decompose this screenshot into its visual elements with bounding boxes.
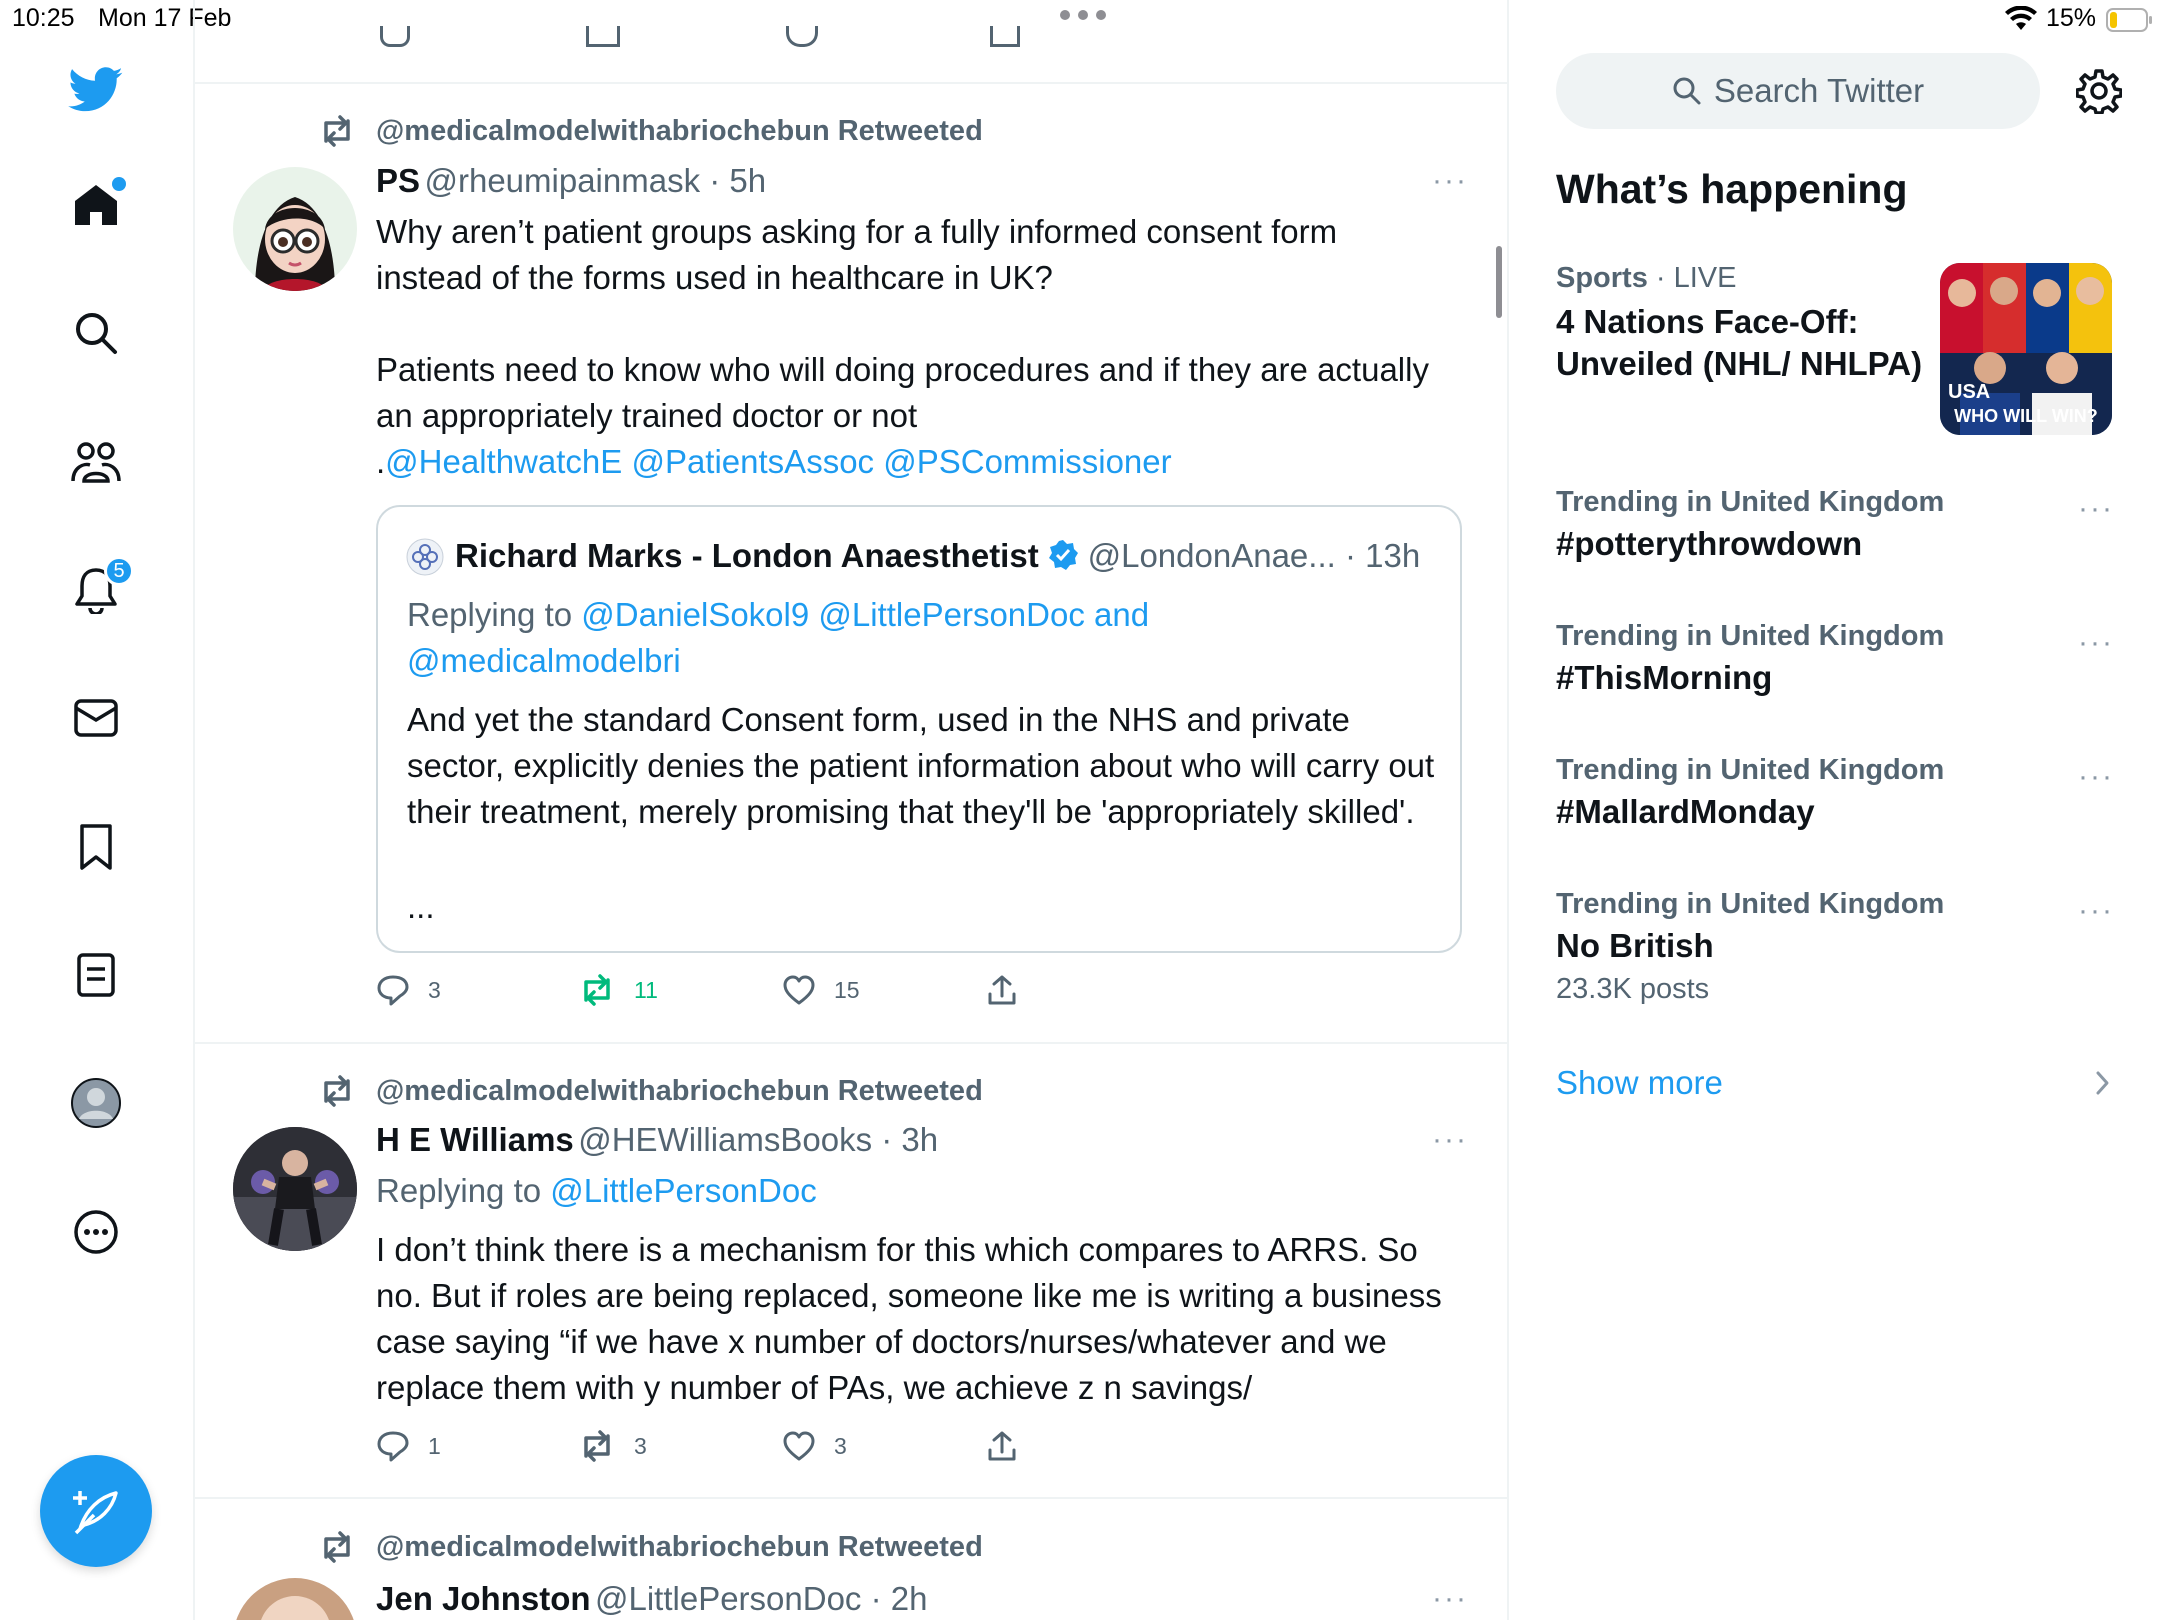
featured-trend[interactable] xyxy=(1556,262,1936,385)
handle-and-time[interactable]: @HEWilliamsBooks · 3h xyxy=(578,1121,939,1158)
tweet-header xyxy=(376,1580,1406,1618)
reply-count: 3 xyxy=(428,976,441,1003)
quoted-text: And yet the standard Consent form, used in the NHS and private sector, explicitly denies the patient information about who will carry out their treatment, merely promising that they'll be 'appropriately skilled'. xyxy=(407,701,1444,830)
like-count: 3 xyxy=(834,1432,847,1459)
status-time: 10:25 xyxy=(12,4,75,32)
trend-title: #potterythrowdown xyxy=(1556,525,1863,562)
avatar[interactable] xyxy=(233,1127,357,1251)
retweet-count: 3 xyxy=(634,1432,647,1459)
search-icon xyxy=(1672,76,1702,106)
reply-button[interactable] xyxy=(376,1430,441,1462)
trend-item[interactable] xyxy=(1556,754,2112,833)
chevron-right-icon xyxy=(2092,1069,2112,1097)
nav-profile[interactable] xyxy=(66,1073,126,1133)
replying-to-users[interactable]: @DanielSokol9 @LittlePersonDoc and xyxy=(581,596,1150,633)
quoted-display-name[interactable]: Richard Marks - London Anaesthetist xyxy=(455,537,1039,574)
featured-image-caption: WHO WILL WIN? xyxy=(1954,406,2098,426)
retweet-button[interactable] xyxy=(578,974,658,1006)
retweet-attribution[interactable]: @medicalmodelwithabriochebun Retweeted xyxy=(376,1531,983,1563)
retweet-icon xyxy=(578,1430,616,1462)
trend-title: No British xyxy=(1556,927,1714,964)
messages-icon xyxy=(73,698,119,738)
compose-feather-icon xyxy=(70,1487,122,1535)
timeline-scrollbar[interactable] xyxy=(1496,246,1502,318)
compose-tweet-button[interactable] xyxy=(40,1455,152,1567)
display-name[interactable]: PS xyxy=(376,162,421,199)
trend-more-icon[interactable]: ··· xyxy=(2078,894,2114,927)
nav-messages[interactable] xyxy=(66,688,126,748)
share-button[interactable] xyxy=(986,974,1018,1006)
show-more-label: Show more xyxy=(1556,1064,1723,1101)
search-icon xyxy=(73,310,119,356)
notifications-badge: 5 xyxy=(104,556,134,586)
lists-icon xyxy=(76,952,116,998)
retweet-button[interactable] xyxy=(578,1430,647,1462)
retweet-icon xyxy=(578,974,616,1006)
avatar[interactable] xyxy=(233,167,357,291)
settings-gear-icon[interactable] xyxy=(2076,68,2122,114)
battery-percent: 15% xyxy=(2046,4,2097,32)
profile-icon xyxy=(70,1077,122,1129)
quoted-replying-to xyxy=(407,592,1437,638)
quoted-handle-and-time[interactable]: @LondonAnae... · 13h xyxy=(1087,537,1421,574)
whats-happening-heading: What’s happening xyxy=(1556,166,1908,212)
retweet-attribution[interactable]: @medicalmodelwithabriochebun Retweeted xyxy=(376,115,983,147)
tweet-more-icon[interactable]: ··· xyxy=(1432,164,1468,197)
featured-live: · LIVE xyxy=(1647,262,1737,294)
trend-item[interactable] xyxy=(1556,888,2112,1006)
reply-icon xyxy=(376,974,410,1006)
nav-notifications[interactable] xyxy=(66,560,126,620)
trend-item[interactable] xyxy=(1556,620,2112,699)
mention-links[interactable]: @HealthwatchE @PatientsAssoc @PSCommissioner xyxy=(385,443,1172,480)
trend-title: #MallardMonday xyxy=(1556,793,1815,830)
wifi-icon xyxy=(2004,6,2038,32)
search-placeholder: Search Twitter xyxy=(1713,72,1925,109)
bookmarks-icon xyxy=(76,823,116,871)
featured-title: 4 Nations Face-Off: Unveiled (NHL/ NHLPA) xyxy=(1556,303,1923,382)
share-icon xyxy=(986,974,1018,1006)
tweet-divider xyxy=(193,1497,1507,1499)
previous-tweet-actions xyxy=(300,0,1450,48)
home-unread-dot xyxy=(112,177,126,191)
like-button[interactable] xyxy=(782,974,860,1006)
trend-post-count: 23.3K posts xyxy=(1556,973,1710,1005)
nav-communities[interactable] xyxy=(66,432,126,492)
share-icon xyxy=(986,1430,1018,1462)
battery-icon xyxy=(2106,8,2154,32)
trend-context: Trending in United Kingdom xyxy=(1556,754,1945,786)
handle-and-time[interactable]: @LittlePersonDoc · 2h xyxy=(594,1580,928,1617)
retweet-attribution[interactable]: @medicalmodelwithabriochebun Retweeted xyxy=(376,1075,983,1107)
replying-to-users-cont[interactable]: @medicalmodelbri xyxy=(407,642,681,679)
tweet-header xyxy=(376,1121,1406,1159)
mentions-prefix: . xyxy=(376,443,386,480)
display-name[interactable]: H E Williams xyxy=(376,1121,574,1158)
replying-to-label: Replying to xyxy=(407,596,582,633)
quoted-header xyxy=(455,537,1435,575)
trend-context: Trending in United Kingdom xyxy=(1556,486,1945,518)
replying-to-user[interactable]: @LittlePersonDoc xyxy=(550,1172,817,1209)
more-icon xyxy=(72,1208,120,1256)
tweet-more-icon[interactable]: ··· xyxy=(1432,1582,1468,1615)
like-count: 15 xyxy=(834,976,860,1003)
nav-home[interactable] xyxy=(66,175,126,235)
trend-more-icon[interactable]: ··· xyxy=(2078,492,2114,525)
reply-count: 1 xyxy=(428,1432,441,1459)
trend-more-icon[interactable]: ··· xyxy=(2078,626,2114,659)
twitter-logo-icon[interactable] xyxy=(66,60,126,120)
replying-to xyxy=(376,1168,1436,1214)
trend-more-icon[interactable]: ··· xyxy=(2078,760,2114,793)
status-date: Mon 17 Feb xyxy=(98,4,232,32)
replying-to-label: Replying to xyxy=(376,1172,551,1209)
retweet-icon[interactable] xyxy=(586,26,620,47)
communities-icon xyxy=(70,439,122,485)
like-icon xyxy=(782,974,816,1006)
display-name[interactable]: Jen Johnston xyxy=(376,1580,591,1617)
tweet-header xyxy=(376,162,1406,200)
like-icon[interactable] xyxy=(786,26,818,47)
quoted-ellipsis: ... xyxy=(407,888,435,925)
tweet-mentions xyxy=(376,439,1436,485)
handle-and-time[interactable]: @rheumipainmask · 5h xyxy=(424,162,767,199)
reply-icon[interactable] xyxy=(380,26,410,47)
retweet-indicator-icon xyxy=(318,1531,356,1563)
reply-button[interactable] xyxy=(376,974,441,1006)
trend-context: Trending in United Kingdom xyxy=(1556,888,1945,920)
tweet-more-icon[interactable]: ··· xyxy=(1432,1123,1468,1156)
nav-explore[interactable] xyxy=(66,303,126,363)
retweet-count: 11 xyxy=(634,976,658,1003)
show-more-link[interactable] xyxy=(1556,1064,2112,1102)
verified-badge-icon xyxy=(1047,539,1079,571)
share-icon[interactable] xyxy=(990,26,1020,47)
retweet-indicator-icon xyxy=(318,115,356,147)
tweet-text: Why aren’t patient groups asking for a fully informed consent form instead of the forms used in healthcare in UK? Patients need to know who will doing procedures and if they are actually an appropriately trained doctor or not xyxy=(376,213,1429,434)
featured-jersey-text: USA xyxy=(1948,381,1991,403)
retweet-indicator-icon xyxy=(318,1075,356,1107)
like-icon xyxy=(782,1430,816,1462)
trend-title: #ThisMorning xyxy=(1556,659,1773,696)
share-button[interactable] xyxy=(986,1430,1018,1462)
quoted-avatar[interactable] xyxy=(406,538,444,576)
nav-lists[interactable] xyxy=(66,945,126,1005)
nav-more[interactable] xyxy=(66,1202,126,1262)
trend-item[interactable] xyxy=(1556,486,2112,565)
nav-bookmarks[interactable] xyxy=(66,817,126,877)
trend-context: Trending in United Kingdom xyxy=(1556,620,1945,652)
tweet-text: I don’t think there is a mechanism for this which compares to ARRS. So no. But if roles are being replaced, someone like me is writing a business case saying “if we have x number of doctors/nurses/whatever and we replace them with y number of PAs, we achieve z n savings/ xyxy=(376,1231,1451,1406)
reply-icon xyxy=(376,1430,410,1462)
featured-category: Sports xyxy=(1556,262,1648,294)
featured-trend-image[interactable] xyxy=(1940,263,2112,435)
left-navigation xyxy=(0,0,195,1620)
like-button[interactable] xyxy=(782,1430,847,1462)
avatar[interactable] xyxy=(233,1578,357,1620)
search-input[interactable] xyxy=(1556,53,2040,129)
